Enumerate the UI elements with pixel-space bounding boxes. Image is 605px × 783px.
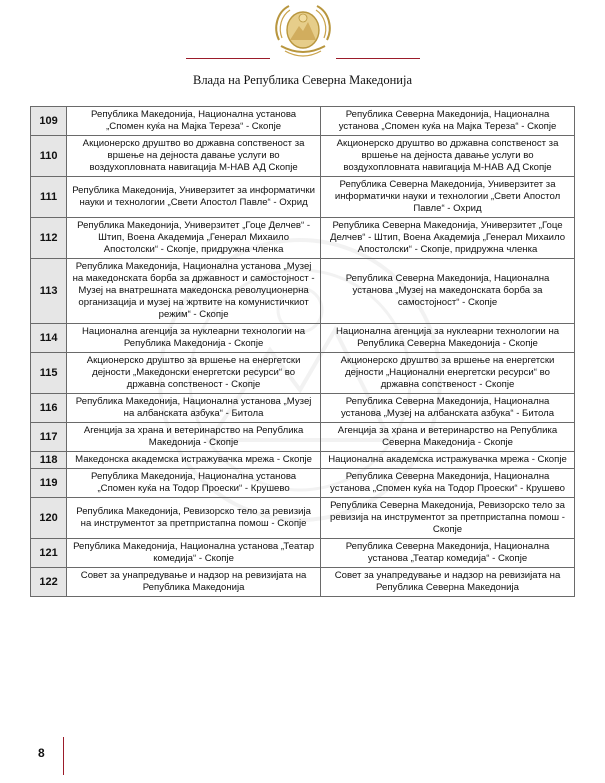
table-row [31, 469, 575, 498]
new-name-cell: Национална академска истражувачка мрежа - Скопје [321, 452, 575, 469]
row-number: 119 [31, 469, 67, 498]
table-row [31, 423, 575, 452]
row-number: 116 [31, 394, 67, 423]
old-name-cell: Македонска академска истражувачка мрежа - Скопје [67, 452, 321, 469]
table-row [31, 568, 575, 597]
new-name-cell: Република Северна Македонија, Национална установа „Музеј на албанската азбука“ - Битола [321, 394, 575, 423]
row-number: 118 [31, 452, 67, 469]
row-number: 114 [31, 324, 67, 353]
new-name-cell: Акционерско друштво во државна сопственост за вршење на дејноста давање услуги во воздухопловната навигација М-НАВ АД Скопје [321, 136, 575, 177]
row-number: 109 [31, 107, 67, 136]
new-name-cell: Република Северна Македонија, Универзитет „Гоце Делчев“ - Штип, Воена Академија „Генерал Михаило Апостолски“ - Скопје, придружна членка [321, 218, 575, 259]
table-row [31, 539, 575, 568]
row-number: 112 [31, 218, 67, 259]
table-row [31, 136, 575, 177]
old-name-cell: Акционерско друштво за вршење на енергетски дејности „Македонски енергетски ресурси“ во државна сопственост - Скопје [67, 353, 321, 394]
table-row [31, 218, 575, 259]
table-row [31, 452, 575, 469]
new-name-cell: Совет за унапредување и надзор на ревизијата на Република Северна Македонија [321, 568, 575, 597]
old-name-cell: Република Македонија, Универзитет „Гоце Делчев“ - Штип, Воена Академија „Генерал Михаило Апостолски“ - Скопје, придружна членка [67, 218, 321, 259]
government-title: Влада на Република Северна Македонија [192, 73, 412, 87]
row-number: 111 [31, 177, 67, 218]
old-name-cell: Национална агенција за нуклеарни технологии на Република Македонија - Скопје [67, 324, 321, 353]
new-name-cell: Република Северна Македонија, Национална установа „Музеј на македонската борба за самостојност“ - Скопје [321, 259, 575, 324]
old-name-cell: Република Македонија, Ревизорско тело за ревизија на инструментот за претпристапна помош - Скопје [67, 498, 321, 539]
state-emblem-icon [269, 0, 337, 62]
row-number: 120 [31, 498, 67, 539]
new-name-cell: Национална агенција за нуклеарни технологии на Република Северна Македонија - Скопје [321, 324, 575, 353]
old-name-cell: Република Македонија, Национална установа „Музеј на албанската азбука“ - Битола [67, 394, 321, 423]
page-number-rule [63, 737, 64, 775]
new-name-cell: Агенција за храна и ветеринарство на Република Северна Македонија - Скопје [321, 423, 575, 452]
row-number: 110 [31, 136, 67, 177]
page-header [0, 0, 605, 100]
new-name-cell: Република Северна Македонија, Ревизорско тело за ревизија на инструментот за претпристапна помош - Скопје [321, 498, 575, 539]
old-name-cell: Република Македонија, Национална установа „Спомен куќа на Мајка Тереза“ - Скопје [67, 107, 321, 136]
new-name-cell: Акционерско друштво за вршење на енергетски дејности „Национални енергетски ресурси“ во државна сопственост - Скопје [321, 353, 575, 394]
header-rule-left [186, 58, 270, 59]
institutions-table [30, 106, 575, 597]
table-row [31, 259, 575, 324]
new-name-cell: Република Северна Македонија, Национална установа „Театар комедија“ - Скопје [321, 539, 575, 568]
new-name-cell: Република Северна Македонија, Национална установа „Спомен куќа на Мајка Тереза“ - Скопје [321, 107, 575, 136]
old-name-cell: Република Македонија, Национална установа „Музеј на македонската борба за државност и самостојност - Музеј на внатрешната македонска револуционерна организација и музеј на жртвите на комунистичкиот режим“ - Скопје [67, 259, 321, 324]
table-row [31, 394, 575, 423]
row-number: 115 [31, 353, 67, 394]
new-name-cell: Република Северна Македонија, Национална установа „Спомен куќа на Тодор Проески“ - Крушево [321, 469, 575, 498]
row-number: 122 [31, 568, 67, 597]
old-name-cell: Република Македонија, Универзитет за информатички науки и технологии „Свети Апостол Павле“ - Охрид [67, 177, 321, 218]
old-name-cell: Акционерско друштво во државна сопственост за вршење на дејноста давање услуги во воздухопловната навигација М-НАВ АД Скопје [67, 136, 321, 177]
row-number: 113 [31, 259, 67, 324]
table-row [31, 177, 575, 218]
table-row [31, 324, 575, 353]
table-row [31, 353, 575, 394]
table-row [31, 498, 575, 539]
old-name-cell: Агенција за храна и ветеринарство на Република Македонија - Скопје [67, 423, 321, 452]
header-rule-right [336, 58, 420, 59]
new-name-cell: Република Северна Македонија, Универзитет за информатички науки и технологии „Свети Апостол Павле“ - Охрид [321, 177, 575, 218]
page-number: 8 [38, 746, 45, 760]
row-number: 117 [31, 423, 67, 452]
table-row [31, 107, 575, 136]
old-name-cell: Република Македонија, Национална установа „Театар комедија“ - Скопје [67, 539, 321, 568]
row-number: 121 [31, 539, 67, 568]
old-name-cell: Совет за унапредување и надзор на ревизијата на Република Македонија [67, 568, 321, 597]
old-name-cell: Република Македонија, Национална установа „Спомен куќа на Тодор Проески“ - Крушево [67, 469, 321, 498]
